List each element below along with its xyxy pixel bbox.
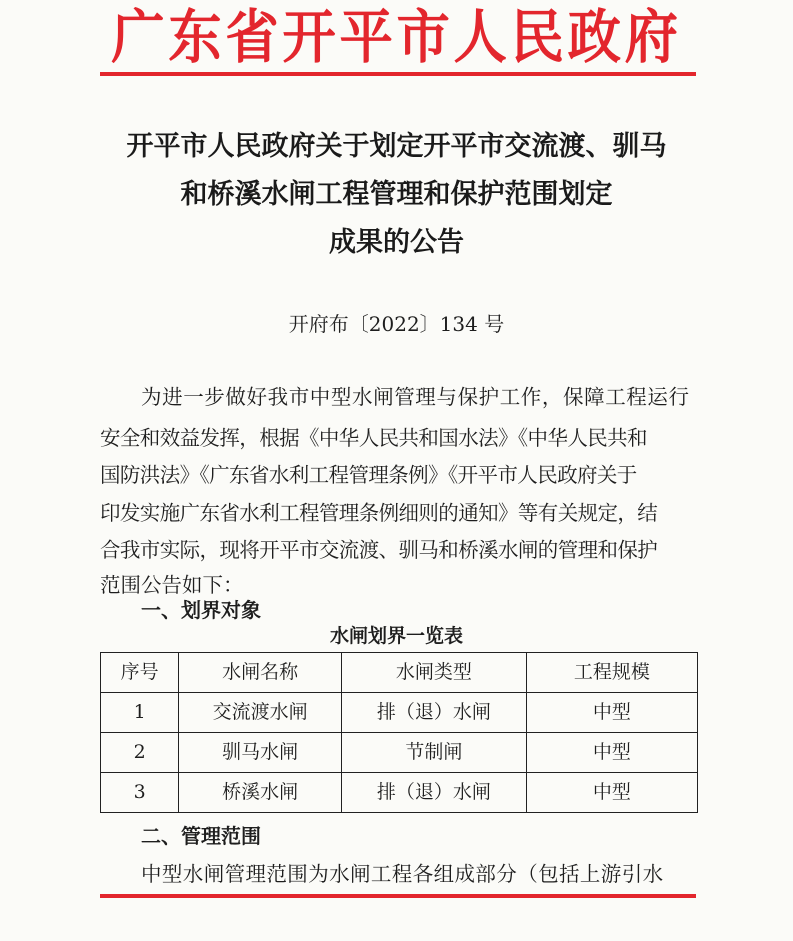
table-row — [101, 693, 698, 733]
table-row — [101, 773, 698, 813]
intro-line-3: 国防洪法》《广东省水利工程管理条例》《开平市人民政府关于 — [100, 463, 637, 487]
issuer-header: 广东省开平市人民政府 — [111, 3, 682, 71]
cell-scale: 中型 — [526, 693, 697, 733]
intro-line-1: 为进一步做好我市中型水闸管理与保护工作，保障工程运行 — [141, 385, 690, 409]
sluice-table — [100, 652, 698, 813]
cell-type: 排（退）水闸 — [342, 773, 527, 813]
document-number: 开府布〔2022〕134 号 — [288, 312, 505, 336]
title-line-3: 成果的公告 — [329, 227, 464, 258]
table-header-row — [101, 653, 698, 693]
header-cell-index: 序号 — [101, 653, 179, 693]
cell-name: 驯马水闸 — [179, 733, 342, 773]
intro-line-6: 范围公告如下： — [100, 573, 244, 597]
intro-line-2: 安全和效益发挥，根据《中华人民共和国水法》《中华人民共和 — [100, 426, 647, 450]
cell-type: 排（退）水闸 — [342, 693, 527, 733]
section-2-heading: 二、管理范围 — [141, 824, 261, 848]
intro-line-5: 合我市实际，现将开平市交流渡、驯马和桥溪水闸的管理和保护 — [100, 538, 658, 562]
section-1-heading: 一、划界对象 — [141, 598, 261, 622]
cell-name: 桥溪水闸 — [179, 773, 342, 813]
cell-scale: 中型 — [526, 733, 697, 773]
title-line-2: 和桥溪水闸工程管理和保护范围划定 — [180, 179, 613, 210]
cell-name: 交流渡水闸 — [179, 693, 342, 733]
red-rule-top — [100, 72, 696, 76]
section-2-text: 中型水闸管理范围为水闸工程各组成部分（包括上游引水 — [141, 862, 664, 886]
cell-type: 节制闸 — [342, 733, 527, 773]
intro-line-4: 印发实施广东省水利工程管理条例细则的通知》等有关规定，结 — [100, 501, 658, 525]
header-cell-type: 水闸类型 — [342, 653, 527, 693]
cell-index: 2 — [101, 733, 179, 773]
cell-scale: 中型 — [526, 773, 697, 813]
cell-index: 3 — [101, 773, 179, 813]
header-cell-scale: 工程规模 — [526, 653, 697, 693]
table-row — [101, 733, 698, 773]
red-rule-bottom — [100, 894, 696, 898]
cell-index: 1 — [101, 693, 179, 733]
header-cell-name: 水闸名称 — [179, 653, 342, 693]
title-line-1: 开平市人民政府关于划定开平市交流渡、驯马 — [126, 131, 667, 162]
table-caption: 水闸划界一览表 — [329, 625, 463, 647]
